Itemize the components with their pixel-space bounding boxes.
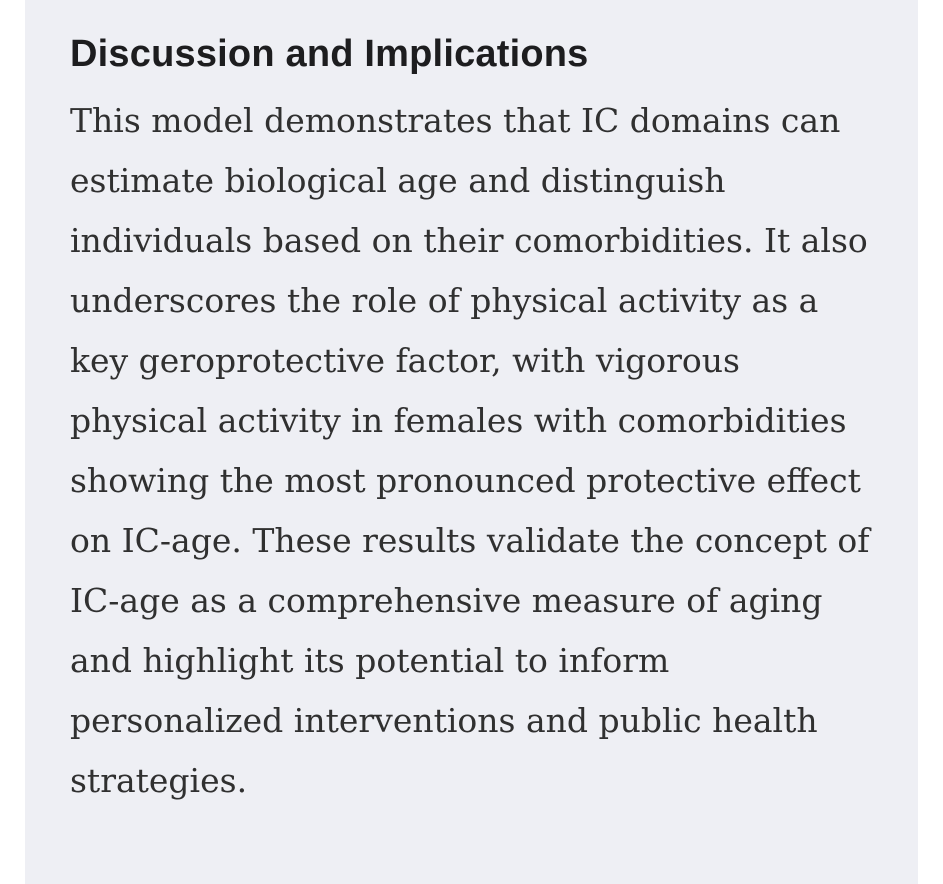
body-line: individuals based on their comorbidities. It also (70, 221, 868, 260)
body-line: on IC-age. These results validate the concept of (70, 521, 870, 560)
body-line: This model demonstrates that IC domains can (70, 101, 841, 140)
body-line: estimate biological age and distinguish (70, 161, 726, 200)
body-line: and highlight its potential to inform (70, 641, 670, 680)
body-line: key geroprotective factor, with vigorous (70, 341, 740, 380)
section-body (70, 91, 872, 811)
section-heading: Discussion and Implications (70, 33, 589, 75)
abstract-section-panel (25, 0, 918, 884)
body-line: showing the most pronounced protective effect (70, 461, 861, 500)
body-line: personalized interventions and public health (70, 701, 818, 740)
body-line: physical activity in females with comorbidities (70, 401, 847, 440)
body-line: underscores the role of physical activity as a (70, 281, 819, 320)
body-line: IC-age as a comprehensive measure of aging (70, 581, 823, 620)
body-line: strategies. (70, 761, 248, 800)
